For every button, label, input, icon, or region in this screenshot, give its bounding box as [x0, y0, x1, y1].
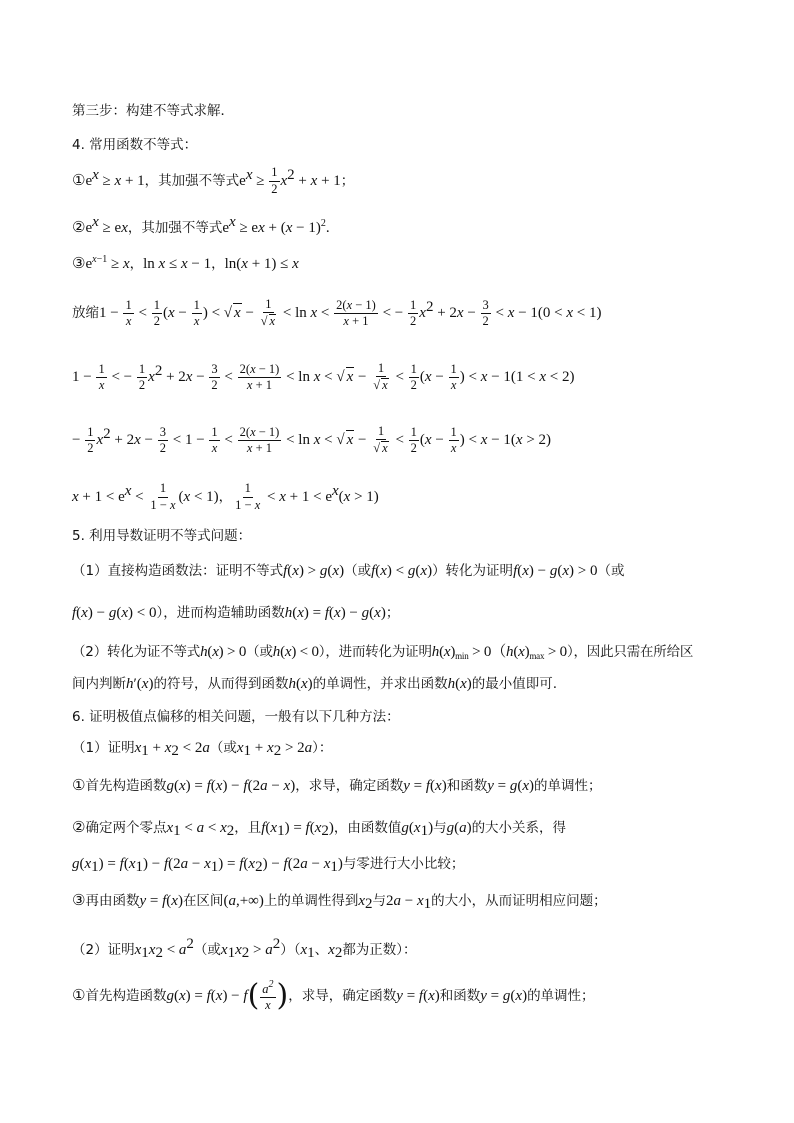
section-5-heading: 5. 利用导数证明不等式问题： — [72, 528, 252, 544]
case-1-heading: （1）证明$x_1 + x_2 < 2a$（或$x_1 + x_2 > 2a$）： — [72, 740, 333, 759]
bound-chain-gt-2: − $\frac{1}{2}$ $x^2 + 2x$ − $\frac{3}{2}$ < 1 − $\frac{1}{x}$ < $\frac{2(x - 1)}{x + 1}$ < ln x < √ x − $\frac{1}{√ x}$ < $\frac{1}{2}$ (x − $\frac{1}{x}$ ) < x − 1(x > 2) — [72, 424, 552, 456]
exp-bounds: $x + 1 < e^x$ < $\frac{1}{1 - x}$ (x < 1)， $\frac{1}{1 - x}$ < $x + 1 < e^x(x > 1)$ — [72, 481, 379, 512]
case-1-step-3: ③再由函数y = f(x)在区间(a,+∞)上的单调性得到$x_2$与$2a - x_1$的大小，从而证明相应问题； — [72, 891, 607, 912]
bound-chain-0-1: 放缩1 − $\frac{1}{x}$ < $\frac{1}{2}$ (x − $\frac{1}{x}$ ) < √ x − $\frac{1}{√ x}$ < ln x < $\frac{2(x - 1)}{x + 1}$ < − $\frac{1}{2}$ $x^2 + 2x$ − $\frac{3}{2}$ < x − 1(0 < x < 1) — [72, 297, 602, 329]
bound-chain-1-2: 1 − $\frac{1}{x}$ < − $\frac{1}{2}$ $x^2 + 2x$ − $\frac{3}{2}$ < $\frac{2(x - 1)}{x + 1}$ < ln x < √ x − $\frac{1}{√ x}$ < $\frac{1}{2}$ (x − $\frac{1}{x}$ ) < x − 1(1 < x < 2) — [72, 361, 575, 393]
method-2-line-2: 间内判断h′(x)的符号，从而得到函数h(x)的单调性，并求出函数h(x)的最小值即可. — [72, 676, 558, 692]
case-1-step-2: ②确定两个零点$x_1 < a < x_2$，且$f(x_1) = f(x_2)$，由函数值$g(x_1)$与g(a)的大小关系，得 — [72, 818, 567, 839]
method-1-line-1: （1）直接构造函数法：证明不等式f(x) > g(x)（或f(x) < g(x)）转化为证明f(x) − g(x) > 0（或 — [72, 563, 625, 579]
section-6-heading: 6. 证明极值点偏移的相关问题，一般有以下几种方法： — [72, 709, 400, 725]
section-4-heading: 4. 常用函数不等式： — [72, 137, 198, 153]
method-1-line-2: f(x) − g(x) < 0），进而构造辅助函数h(x) = f(x) − g(x)； — [72, 605, 400, 621]
inequality-2: $②e^x$ ≥ ex，其加强不等式$e^x$ ≥ ex + $(x - 1)^2$. — [72, 214, 330, 236]
case-1-step-1: ①首先构造函数g(x) = f(x) − f(2a − x)，求导，确定函数y = f(x)和函数y = g(x)的单调性； — [72, 776, 602, 794]
case-2-heading: （2）证明$x_1x_2 < a^2$（或$x_1x_2 > a^2)(x_1$、$x_2$都为正数）： — [72, 936, 417, 961]
method-2-line-1: （2）转化为证不等式h(x) > 0（或h(x) < 0），进而转化为证明$h(x)_{min} > 0(h(x)_{max} > 0)$，因此只需在所给区 — [72, 644, 694, 661]
inequality-1: $①e^x \ge x + 1$，其加强不等式$e^x$ ≥ $\frac{1}{2}$ $x^2 + x + 1$； — [72, 165, 355, 196]
step-three-line: 第三步：构建不等式求解． — [72, 103, 234, 119]
inequality-3: $③e^{x-1} \ge x$，ln x ≤ x − 1，ln(x + 1) ≤ x — [72, 254, 299, 272]
case-2-step-1: ①首先构造函数g(x) = f(x) − f( $\frac{a^2}{x}$ )，求导，确定函数y = f(x)和函数y = g(x)的单调性； — [72, 978, 595, 1013]
case-1-step-2-cont: $g(x_1) = f(x_1) - f(2a - x_1) = f(x_2) - f(2a - x_1)$与零进行大小比较； — [72, 856, 465, 875]
